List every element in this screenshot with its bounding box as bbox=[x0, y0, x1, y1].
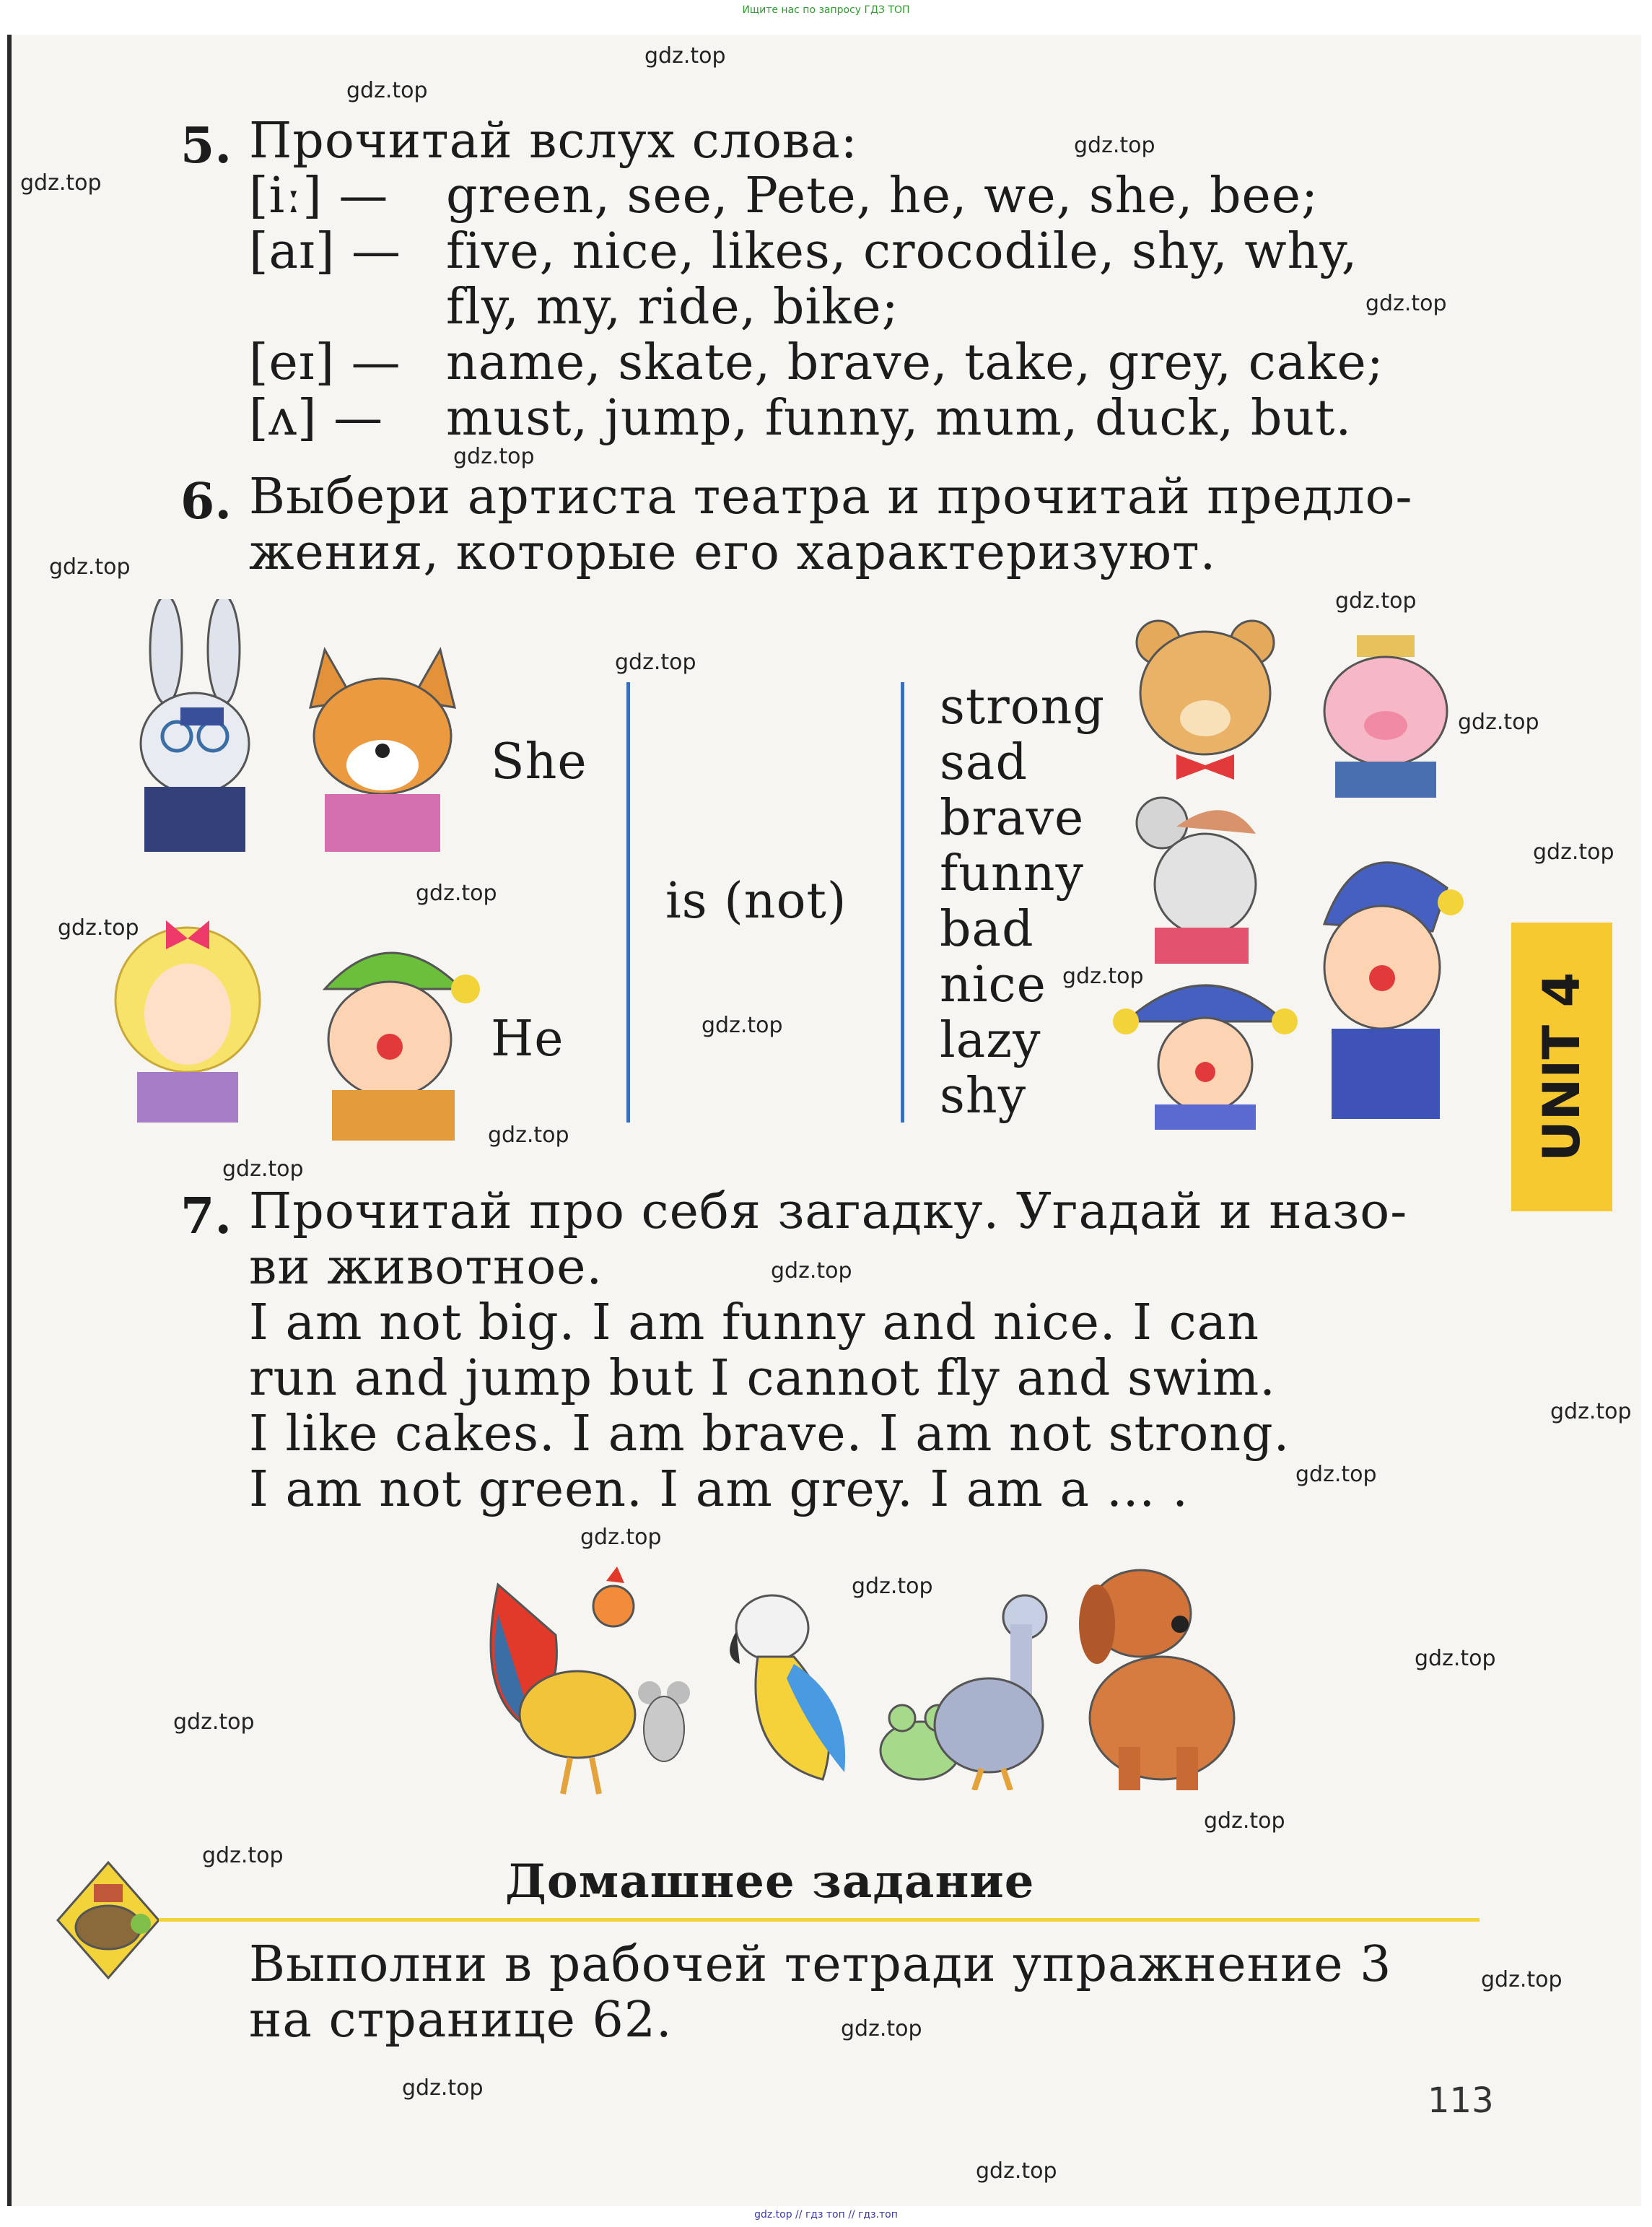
unit-tab-label bbox=[1511, 923, 1612, 1211]
verb-phrase: is (not) bbox=[665, 873, 847, 930]
watermark: gdz.top bbox=[1533, 840, 1614, 865]
words-ai: five, nice, likes, crocodile, shy, why, bbox=[446, 223, 1358, 280]
watermark: gdz.top bbox=[771, 1258, 852, 1284]
subject-he: He bbox=[491, 1011, 564, 1068]
adjective-funny: funny bbox=[940, 845, 1084, 902]
watermark: gdz.top bbox=[702, 1013, 783, 1038]
exercise-5-number: 5. bbox=[180, 117, 232, 175]
watermark: gdz.top bbox=[402, 2075, 484, 2101]
pig-icon bbox=[1314, 624, 1458, 798]
watermark: gdz.top bbox=[1335, 588, 1417, 614]
adjective-bad: bad bbox=[940, 901, 1034, 958]
watermark: gdz.top bbox=[1458, 710, 1539, 735]
clown-icon bbox=[296, 924, 484, 1141]
exercise-7-line1: Прочитай про себя загадку. Угадай и назо- bbox=[249, 1183, 1408, 1240]
exercise-5-title: Прочитай вслух слова: bbox=[249, 113, 858, 170]
page-number: 113 bbox=[1428, 2080, 1494, 2121]
subject-she: She bbox=[491, 733, 587, 790]
exercise-6-line2: жения, которые его характеризуют. bbox=[249, 524, 1217, 581]
right-divider bbox=[901, 682, 904, 1123]
exercise-7-number: 7. bbox=[180, 1187, 232, 1245]
parrot-icon bbox=[714, 1585, 866, 1787]
riddle-line-4: I am not green. I am grey. I am a … . bbox=[249, 1461, 1189, 1518]
sound-ei: [eɪ] — bbox=[249, 334, 401, 391]
words-ei: name, skate, brave, take, grey, cake; bbox=[446, 334, 1384, 391]
exercise-7-line2: ви животное. bbox=[249, 1239, 603, 1296]
watermark: gdz.top bbox=[615, 650, 696, 675]
watermark: gdz.top bbox=[976, 2158, 1057, 2184]
goose-icon bbox=[931, 1588, 1061, 1790]
homework-title: Домашнее задание bbox=[505, 1855, 1035, 1909]
watermark: gdz.top bbox=[1295, 1462, 1377, 1487]
bear-icon bbox=[1126, 610, 1285, 783]
dog-icon bbox=[1061, 1559, 1256, 1790]
adjective-sad: sad bbox=[940, 734, 1028, 791]
adjective-strong: strong bbox=[940, 679, 1105, 736]
left-divider bbox=[626, 682, 630, 1123]
watermark: gdz.top bbox=[346, 78, 428, 103]
watermark: gdz.top bbox=[1415, 1646, 1496, 1671]
watermark: gdz.top bbox=[1204, 1808, 1285, 1834]
watermark: gdz.top bbox=[58, 915, 139, 941]
adjective-shy: shy bbox=[940, 1068, 1027, 1125]
watermark: gdz.top bbox=[202, 1843, 284, 1868]
watermark: gdz.top bbox=[20, 170, 102, 196]
bottom-links[interactable]: gdz.top // гдз топ // гдз.топ bbox=[754, 2209, 898, 2221]
watermark: gdz.top bbox=[1550, 1399, 1632, 1424]
watermark: gdz.top bbox=[852, 1574, 933, 1599]
riddle-line-1: I am not big. I am funny and nice. I can bbox=[249, 1294, 1259, 1351]
watermark: gdz.top bbox=[1365, 291, 1447, 316]
top-search-link[interactable]: Ищите нас по запросу ГДЗ ТОП bbox=[742, 4, 910, 16]
homework-line2: на странице 62. bbox=[249, 1992, 673, 2049]
turtle-icon bbox=[51, 1855, 166, 1985]
watermark: gdz.top bbox=[173, 1709, 255, 1735]
fox-icon bbox=[296, 628, 469, 852]
watermark: gdz.top bbox=[580, 1525, 662, 1550]
adjective-lazy: lazy bbox=[940, 1012, 1041, 1069]
exercise-6-number: 6. bbox=[180, 473, 232, 531]
sound-ai: [aɪ] — bbox=[249, 223, 401, 280]
watermark: gdz.top bbox=[453, 444, 535, 469]
rooster-icon bbox=[469, 1541, 650, 1797]
homework-line1: Выполни в рабочей тетради упражнение 3 bbox=[249, 1936, 1392, 1993]
watermark: gdz.top bbox=[222, 1156, 304, 1182]
words-uh: must, jump, funny, mum, duck, but. bbox=[446, 390, 1352, 447]
riddle-line-3: I like cakes. I am brave. I am not strong. bbox=[249, 1406, 1290, 1463]
watermark: gdz.top bbox=[841, 2016, 922, 2041]
watermark: gdz.top bbox=[1062, 964, 1144, 989]
riddle-line-2: run and jump but I cannot fly and swim. bbox=[249, 1350, 1276, 1407]
homework-rule bbox=[159, 1918, 1480, 1922]
watermark: gdz.top bbox=[1074, 133, 1155, 158]
watermark: gdz.top bbox=[1481, 1967, 1563, 1992]
mouse-icon bbox=[635, 1678, 693, 1765]
bunny-icon bbox=[115, 599, 267, 852]
watermark: gdz.top bbox=[49, 554, 131, 580]
exercise-6-line1: Выбери артиста театра и прочитай предло- bbox=[249, 469, 1413, 526]
unit-tab-text: UNIT 4 bbox=[1532, 972, 1592, 1162]
watermark: gdz.top bbox=[644, 43, 726, 69]
watermark: gdz.top bbox=[488, 1123, 569, 1148]
harlequin-icon bbox=[1303, 823, 1469, 1119]
adjective-nice: nice bbox=[940, 956, 1046, 1014]
mouse-icon bbox=[1133, 790, 1270, 964]
watermark: gdz.top bbox=[416, 881, 497, 906]
sound-ee: [iː] — bbox=[249, 167, 389, 225]
sound-uh: [ʌ] — bbox=[249, 390, 384, 447]
words-ee: green, see, Pete, he, we, she, bee; bbox=[446, 167, 1319, 225]
words-ai-cont: fly, my, ride, bike; bbox=[446, 279, 899, 336]
adjective-brave: brave bbox=[940, 790, 1085, 847]
